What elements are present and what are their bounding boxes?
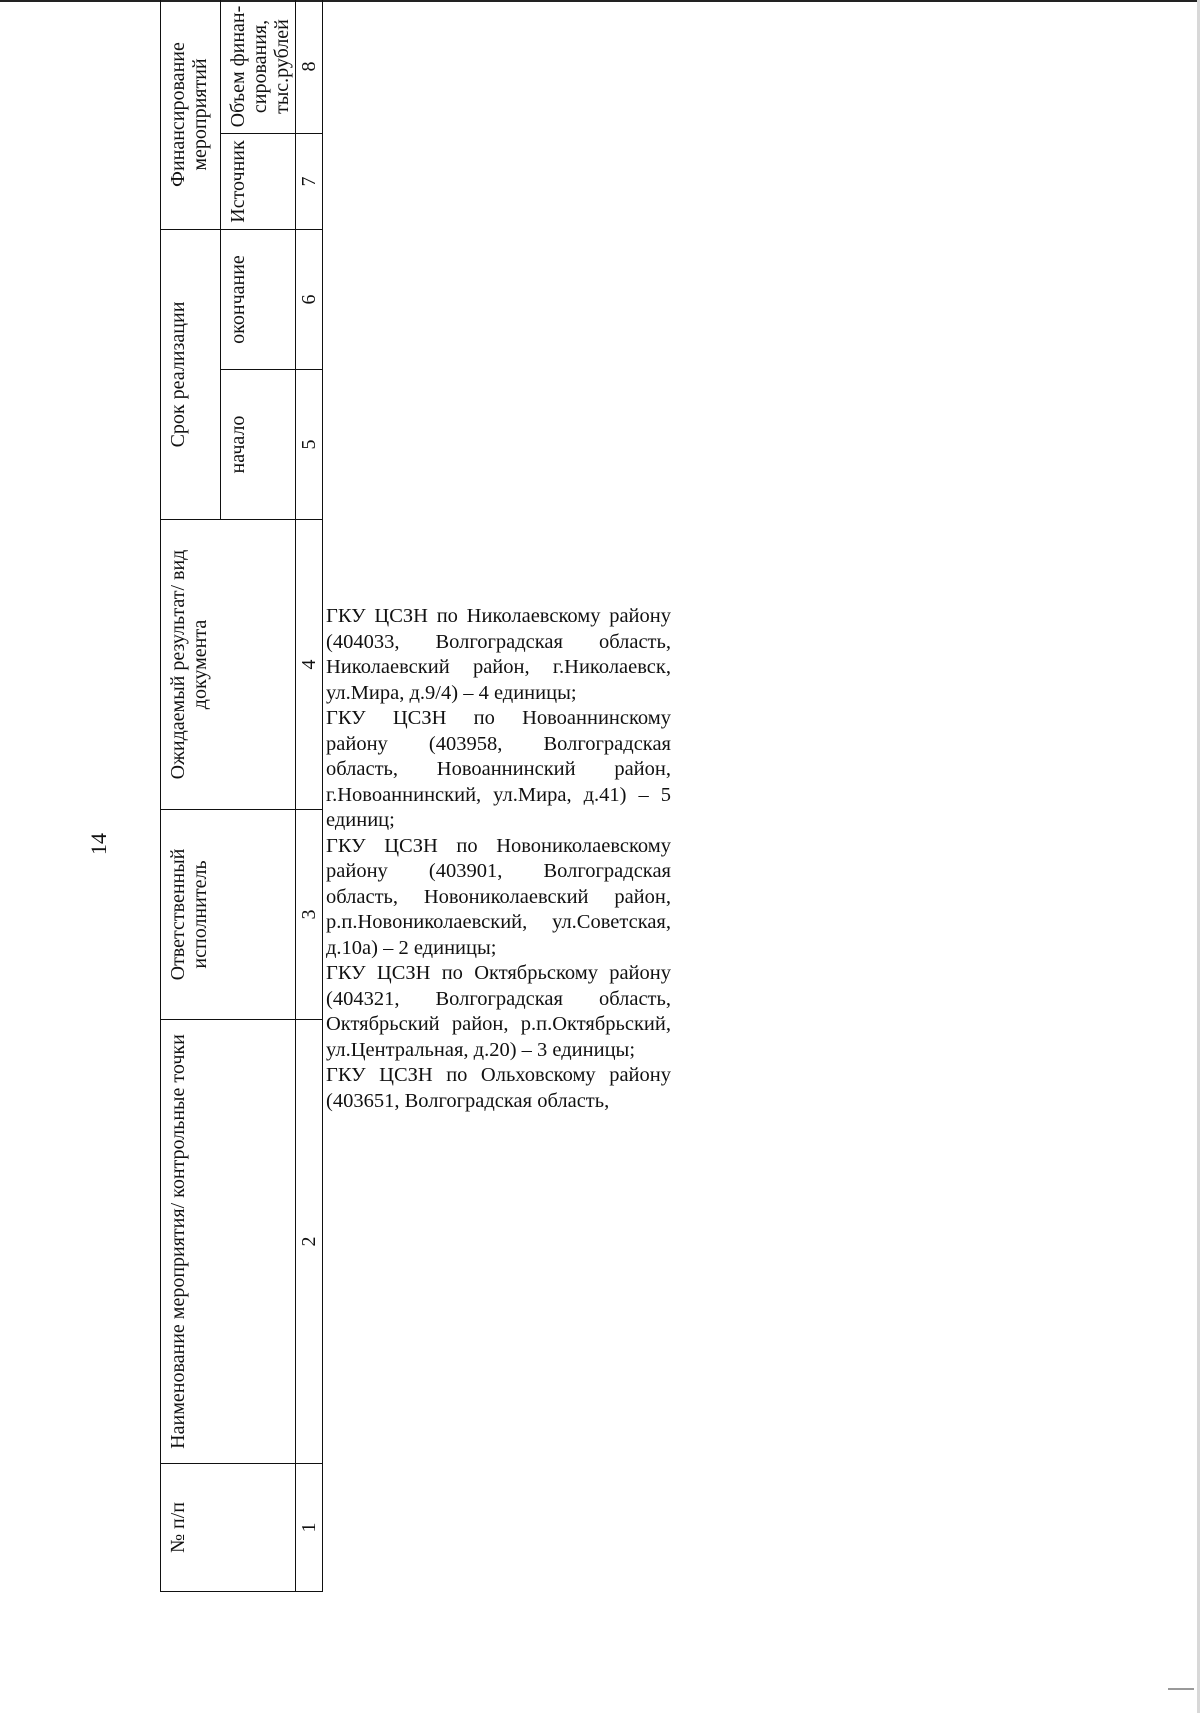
header-cell-financing-group: Финансирование мероприятий <box>161 0 221 230</box>
header-cell-end: окончание <box>221 230 296 370</box>
measures-table-header <box>160 0 323 1592</box>
column-number: 4 <box>296 520 323 810</box>
header-cell-period-group: Срок реализации <box>161 230 221 520</box>
header-cell-start: начало <box>221 370 296 520</box>
header-cell-source: Источник <box>221 134 296 230</box>
column-number: 3 <box>296 810 323 1020</box>
column-number: 7 <box>296 134 323 230</box>
header-cell-responsible: Ответственный исполнитель <box>161 810 296 1020</box>
column-number: 6 <box>296 230 323 370</box>
header-cell-expected-result: Ожидаемый результат/ вид документа <box>161 520 296 810</box>
header-cell-number: № п/п <box>161 1464 296 1592</box>
rotated-page-content <box>160 0 671 1620</box>
scan-artifact <box>1168 1688 1194 1690</box>
column-number: 8 <box>296 0 323 134</box>
list-item: ГКУ ЦСЗН по Новониколаевскому району (403901, Волгоградская область, Новониколаевский район, р.п.Новониколаевский, ул.Советская, д.10а) – 2 единицы; <box>326 834 671 959</box>
column-number: 2 <box>296 1020 323 1464</box>
list-item: ГКУ ЦСЗН по Ольховскому району (403651, Волгоградская область, <box>326 1064 671 1112</box>
list-item: ГКУ ЦСЗН по Октябрьскому району (404321, Волгоградская область, Октябрьский район, р.п.Октябрьский, ул.Центральная, д.20) – 3 единицы; <box>326 962 671 1061</box>
expected-result-text <box>326 604 671 1114</box>
list-item: ГКУ ЦСЗН по Николаевскому району (404033, Волгоградская область, Николаевский район, г.Николаевск, ул.Мира, д.9/4) – 4 единицы; <box>326 605 671 704</box>
header-cell-amount: Объем финан- сирования, тыс.рублей <box>221 0 296 134</box>
column-number: 5 <box>296 370 323 520</box>
list-item: ГКУ ЦСЗН по Новоаннинскому району (403958, Волгоградская область, Новоаннинский район, г.Новоаннинский, ул.Мира, д.41) – 5 единиц; <box>326 707 671 831</box>
header-cell-measure-name: Наименование мероприятия/ контрольные точки <box>161 1020 296 1464</box>
page-number: 14 <box>86 833 111 855</box>
column-number: 1 <box>296 1464 323 1592</box>
